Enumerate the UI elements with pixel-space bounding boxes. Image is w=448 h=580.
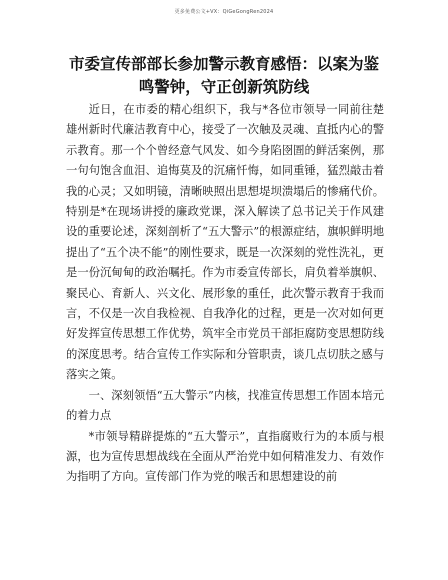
section-heading: 一、深刻领悟“五大警示”内核，找准宣传思想工作固本培元的着力点	[66, 388, 384, 423]
document-body	[66, 100, 384, 488]
paragraph-section-1: *市领导精辟提炼的“五大警示”，直指腐败行为的本质与根源，也为宣传思想战线在全面从严治党中如何精准发力、有效作为指明了方向。宣传部门作为党的喉舌和思想建设的前	[66, 429, 384, 484]
header-watermark: 更多免费公文+VX：QiGeGongRen2024	[174, 9, 274, 15]
paragraph-intro: 近日，在市委的精心组织下，我与*各位市领导一同前往楚雄州新时代廉洁教育中心，接受了一次触及灵魂、直抵内心的警示教育。那一个个曾经意气风发、如今身陷囹圄的鲜活案例，那一句句饱含血泪、追悔莫及的沉痛忏悔，如同重锤，猛烈敲击着我的心灵；又如明镜，清晰映照出思想堤坝溃塌后的惨痛代价。特别是*在现场讲授的廉政党课，深入解读了总书记关于作风建设的重要论述，深刻剖析了“五大警示”的根源症结，旗帜鲜明地提出了“五个决不能”的刚性要求，既是一次深刻的党性洗礼，更是一份沉甸甸的政治嘱托。作为市委宣传部长，肩负着举旗帜、聚民心、育新人、兴文化、展形象的重任，此次警示教育于我而言，不仅是一次自我检视、自我净化的过程，更是一次对如何更好发挥宣传思想工作优势，筑牢全市党员干部拒腐防变思想防线的深度思考。结合宣传工作实际和分管职责，谈几点切肤之感与落实之策。	[66, 103, 384, 382]
document-title: 市委宣传部部长参加警示教育感悟：以案为鉴鸣警钟，守正创新筑防线	[68, 55, 379, 96]
